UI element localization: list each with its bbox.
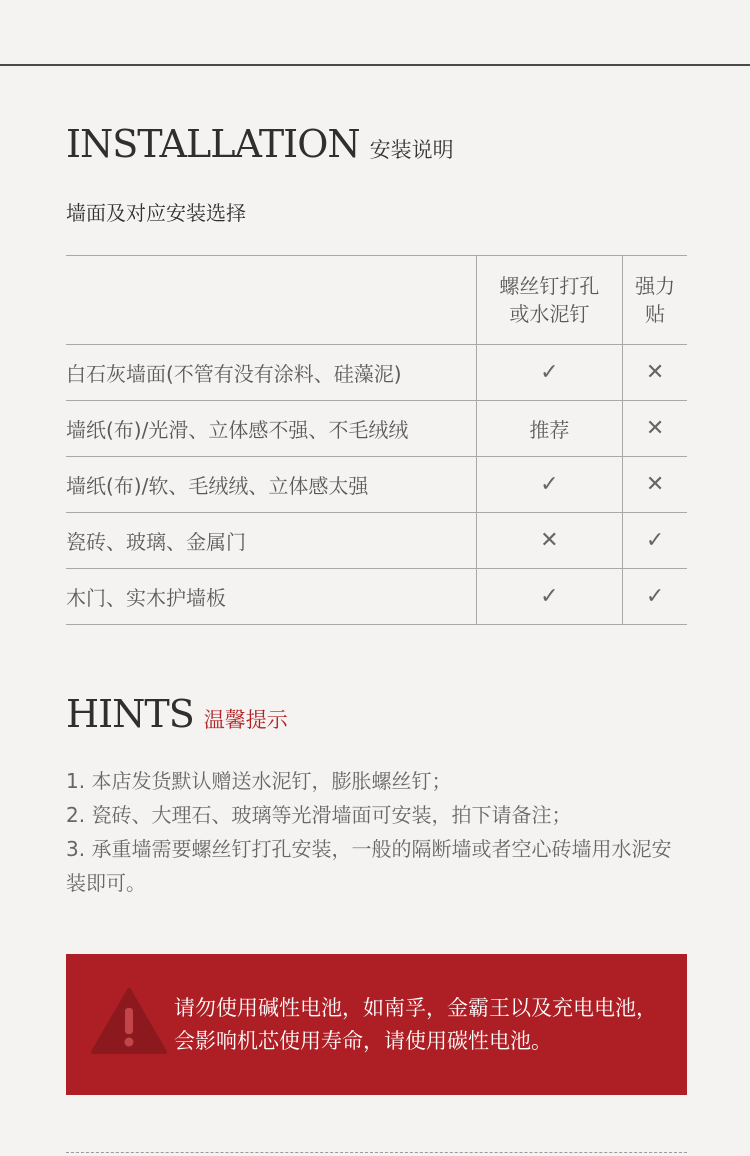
sticker-cross-mark: ✕ [623,457,687,513]
screw-cross-mark: ✕ [476,513,623,569]
wall-selection-subtitle: 墙面及对应安装选择 [66,201,246,225]
header-sticker-line2: 贴 [645,302,666,326]
sticker-check-mark: ✓ [623,569,687,625]
hint-item: 2. 瓷砖、大理石、玻璃等光滑墙面可安装，拍下请备注； [66,803,572,827]
header-sticker-line1: 强力 [635,274,676,298]
wall-type-cell: 墙纸(布)/光滑、立体感不强、不毛绒绒 [66,401,476,457]
header-screw-line2: 或水泥钉 [509,302,590,326]
hint-item: 3. 承重墙需要螺丝钉打孔安装，一般的隔断墙或者空心砖墙用水泥安装即可。 [66,837,672,895]
warning-triangle-icon [90,986,168,1056]
wall-type-cell: 白石灰墙面(不管有没有涂料、硅藻泥) [66,345,476,401]
wall-type-cell: 瓷砖、玻璃、金属门 [66,513,476,569]
wall-type-cell: 木门、实木护墙板 [66,569,476,625]
battery-warning-text: 请勿使用碱性电池，如南孚，金霸王以及充电电池，会影响机芯使用寿命，请使用碳性电池。 [174,996,657,1053]
installation-heading-zh: 安装说明 [369,138,454,162]
installation-heading-en: INSTALLATION [66,122,360,166]
hints-heading [66,692,288,736]
table-row [66,513,687,569]
hints-list [66,764,686,900]
mounting-options-table [66,255,687,625]
sticker-cross-mark: ✕ [623,345,687,401]
header-screw-method [476,256,623,345]
battery-warning-banner [66,954,687,1095]
sticker-check-mark: ✓ [623,513,687,569]
installation-heading [66,122,454,166]
table-row [66,569,687,625]
table-header-row [66,256,687,345]
table-row [66,345,687,401]
header-sticker-method [623,256,687,345]
hints-heading-en: HINTS [66,692,194,736]
screw-recommend-cell: 推荐 [476,401,623,457]
top-divider [0,64,750,66]
header-wall-type [66,256,476,345]
hint-item: 1. 本店发货默认赠送水泥钉，膨胀螺丝钉； [66,769,452,793]
sticker-cross-mark: ✕ [623,401,687,457]
bottom-dashed-divider [66,1152,687,1153]
table-row [66,401,687,457]
table-row [66,457,687,513]
screw-check-mark: ✓ [476,457,623,513]
wall-type-cell: 墙纸(布)/软、毛绒绒、立体感太强 [66,457,476,513]
hints-heading-zh: 温馨提示 [203,708,288,732]
screw-check-mark: ✓ [476,569,623,625]
header-screw-line1: 螺丝钉打孔 [499,274,600,298]
screw-check-mark: ✓ [476,345,623,401]
